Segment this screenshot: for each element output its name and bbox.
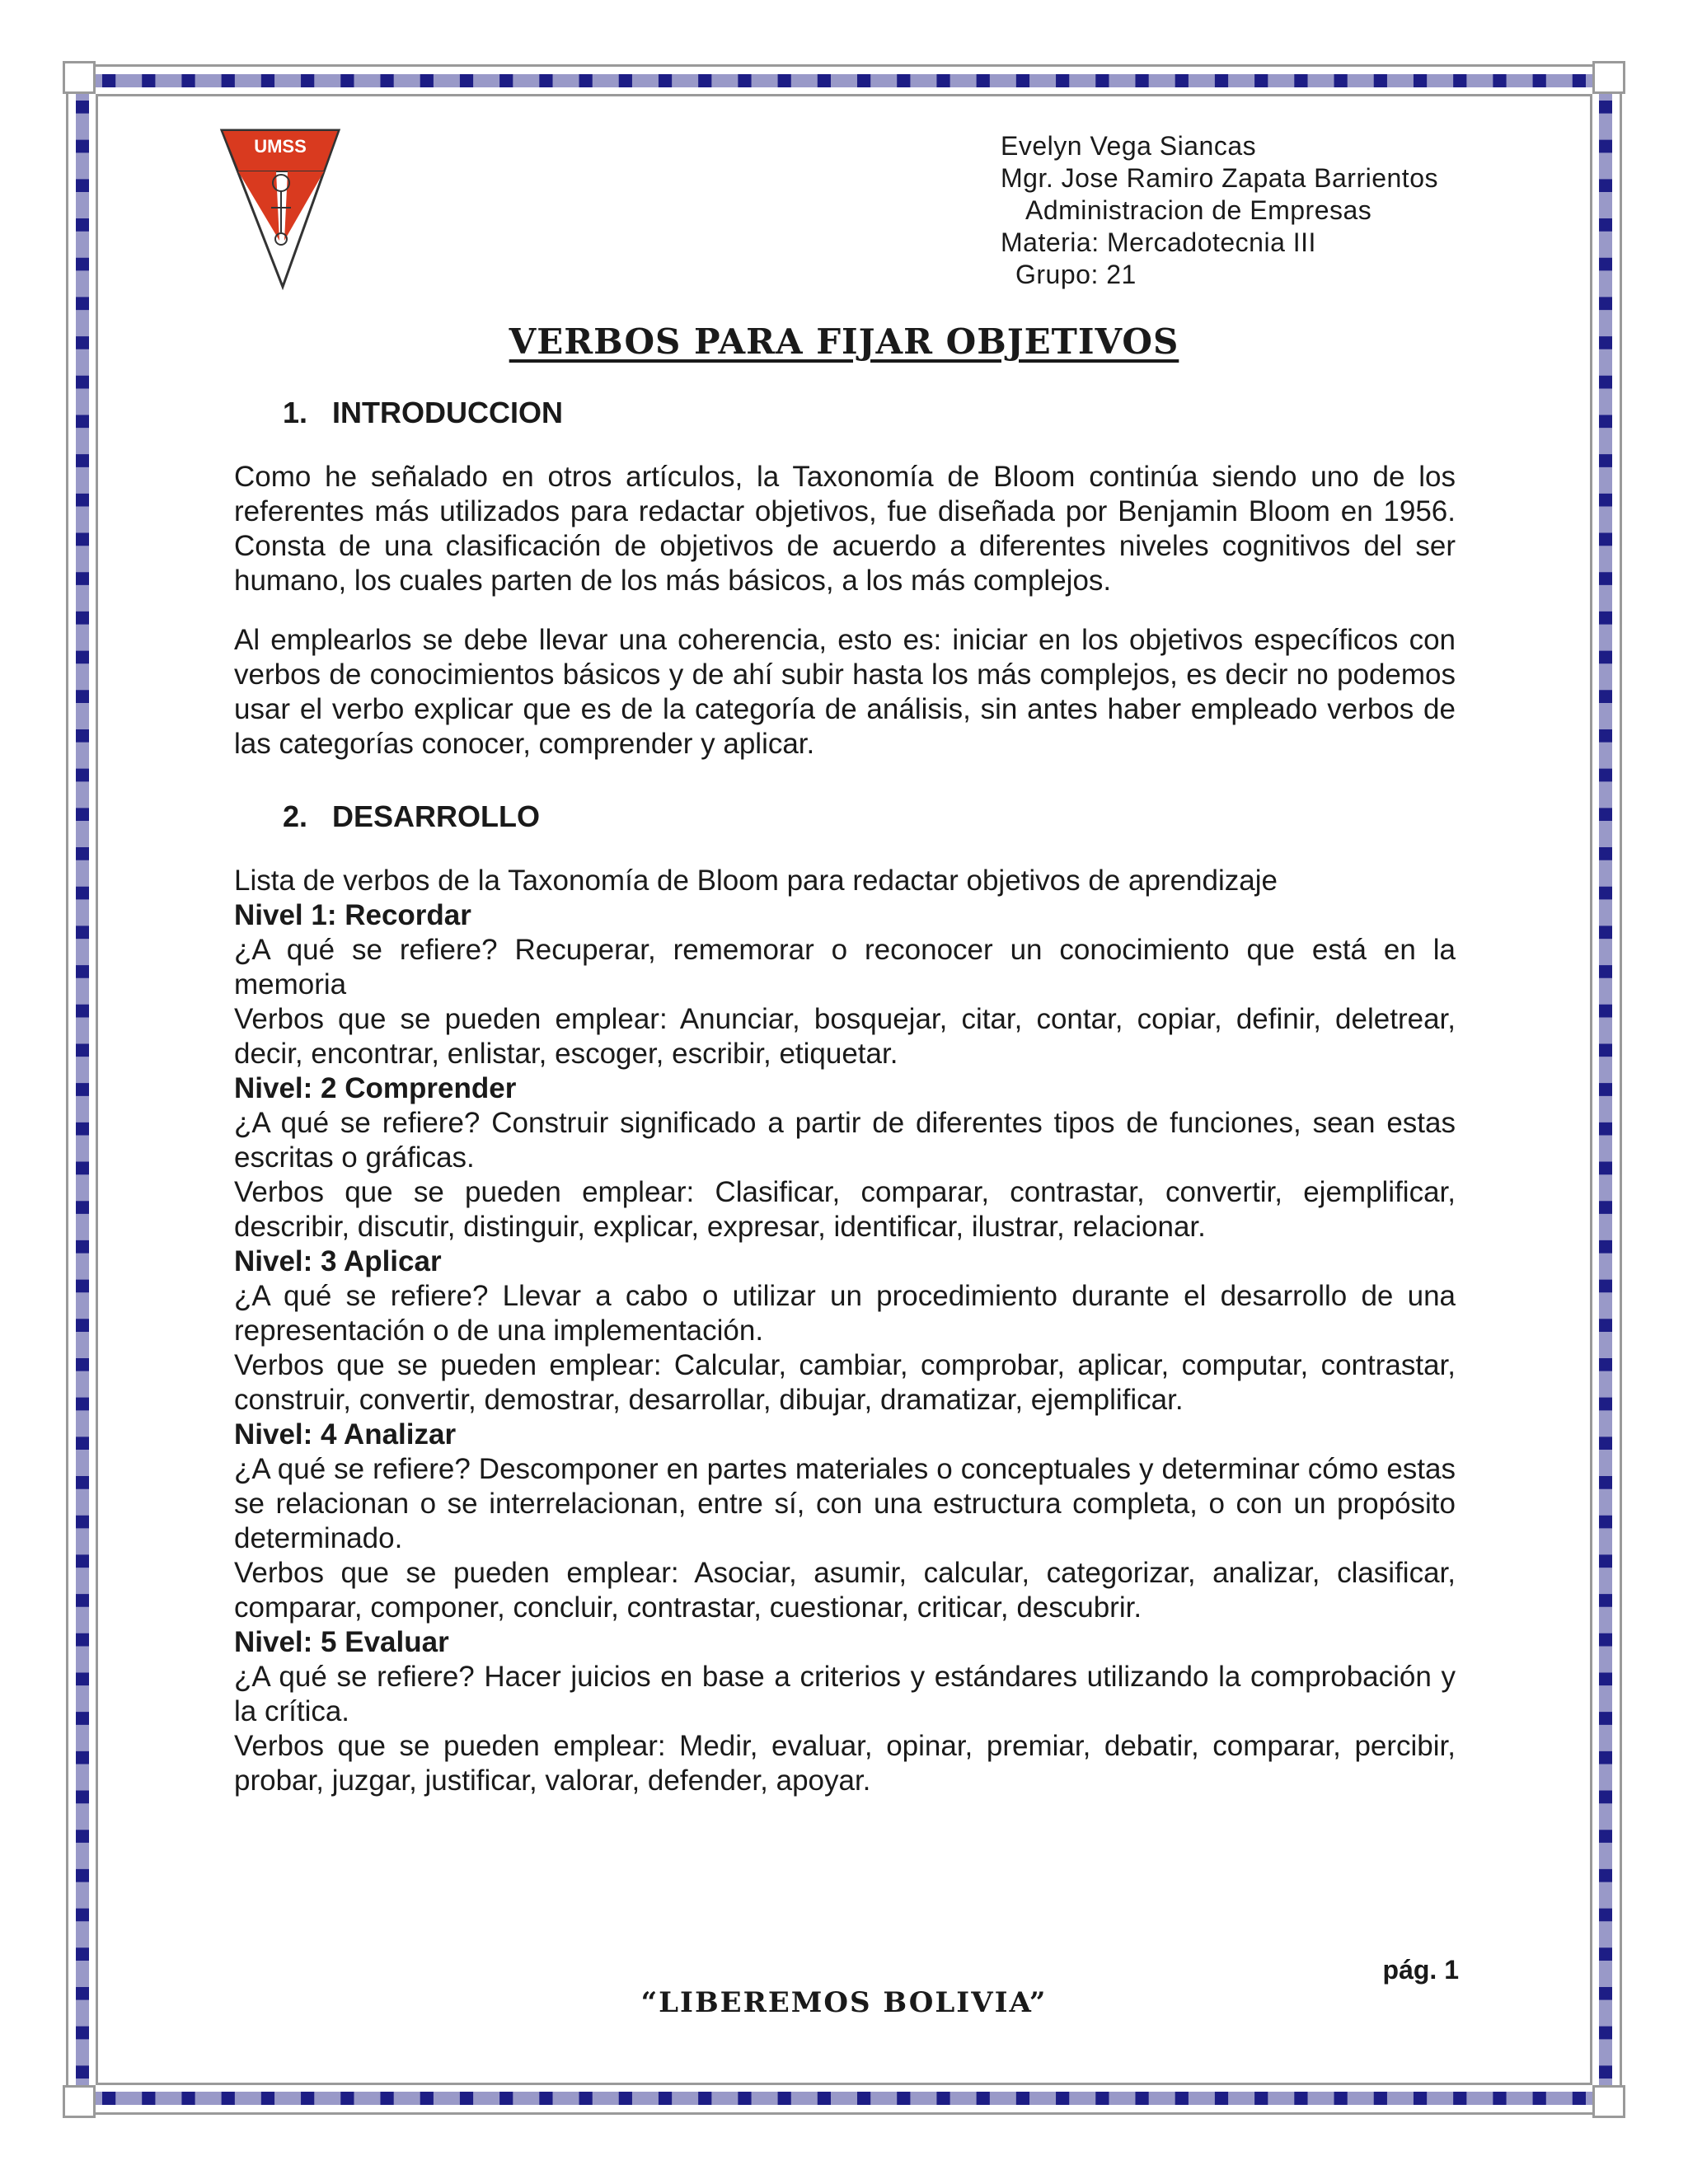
level-question: ¿A qué se refiere? Recuperar, rememorar o reconocer un conocimiento que está en la memoria	[234, 934, 1456, 1001]
career-name: Administracion de Empresas	[1025, 195, 1372, 225]
section-label: DESARROLLO	[332, 799, 540, 833]
level-title: Nivel: 5 Evaluar	[234, 1626, 449, 1658]
level-verbs: Verbos que se pueden emplear: Medir, evaluar, opinar, premiar, debatir, comparar, percibir, probar, juzgar, justificar, valorar, defender, apoyar.	[234, 1730, 1456, 1797]
group-name: Grupo: 21	[1015, 260, 1137, 289]
intro-paragraph: Como he señalado en otros artículos, la Taxonomía de Bloom continúa siendo uno de los referentes más utilizados para redactar objetivos, fue diseñada por Benjamin Bloom en 1956. Consta de una clasificación de objetivos de acuerdo a diferentes niveles cognitivos del ser humano, los cuales parten de los más básicos, a los más complejos.	[234, 461, 1456, 597]
logo-text: UMSS	[254, 136, 307, 157]
development-body	[234, 864, 1456, 1798]
level-verbs: Verbos que se pueden emplear: Clasificar, comparar, contrastar, convertir, ejemplificar, describir, discutir, distinguir, explicar, expresar, identificar, ilustrar, relacionar.	[234, 1176, 1456, 1243]
section-number: 2.	[283, 799, 308, 833]
section-number: 1.	[283, 396, 308, 429]
border-corner	[1592, 61, 1625, 94]
level-question: ¿A qué se refiere? Llevar a cabo o utilizar un procedimiento durante el desarrollo de una representación o de una implementación.	[234, 1280, 1456, 1347]
intro-body	[234, 460, 1456, 762]
page-number: pág. 1	[1382, 1955, 1459, 1985]
section-label: INTRODUCCION	[332, 396, 563, 429]
umss-logo	[218, 125, 342, 290]
section-heading-intro	[283, 396, 563, 430]
level-question: ¿A qué se refiere? Descomponer en partes materiales o conceptuales y determinar cómo estas se relacionan o se interrelacionan, entre sí, con una estructura completa, o con un propósito determinado.	[234, 1453, 1456, 1554]
development-lead: Lista de verbos de la Taxonomía de Bloom para redactar objetivos de aprendizaje	[234, 865, 1278, 897]
level-verbs: Verbos que se pueden emplear: Asociar, asumir, calcular, categorizar, analizar, clasificar, comparar, componer, concluir, contrastar, cuestionar, criticar, descubrir.	[234, 1557, 1456, 1624]
level-verbs: Verbos que se pueden emplear: Anunciar, bosquejar, citar, contar, copiar, definir, deletrear, decir, encontrar, enlistar, escoger, escribir, etiquetar.	[234, 1003, 1456, 1070]
author-name: Evelyn Vega Siancas	[1001, 131, 1257, 161]
border-corner	[63, 61, 96, 94]
level-title: Nivel: 2 Comprender	[234, 1072, 517, 1104]
level-title: Nivel: 4 Analizar	[234, 1418, 457, 1451]
level-question: ¿A qué se refiere? Construir significado a partir de diferentes tipos de funciones, sean estas escritas o gráficas.	[234, 1107, 1456, 1174]
document-title: VERBOS PARA FIJAR OBJETIVOS	[509, 321, 1179, 362]
level-verbs: Verbos que se pueden emplear: Calcular, cambiar, comprobar, aplicar, computar, contrastar, construir, convertir, demostrar, desarrollar, dibujar, dramatizar, ejemplificar.	[234, 1349, 1456, 1416]
level-title: Nivel: 3 Aplicar	[234, 1245, 442, 1277]
section-heading-development	[283, 799, 540, 834]
subject-name: Materia: Mercadotecnia III	[1001, 227, 1316, 257]
level-question: ¿A qué se refiere? Hacer juicios en base a criterios y estándares utilizando la comprobación y la crítica.	[234, 1661, 1456, 1727]
teacher-name: Mgr. Jose Ramiro Zapata Barrientos	[1001, 163, 1438, 193]
level-title: Nivel 1: Recordar	[234, 899, 471, 931]
header-info	[1001, 130, 1462, 291]
border-corner	[1592, 2085, 1625, 2118]
intro-paragraph: Al emplearlos se debe llevar una coherencia, esto es: iniciar en los objetivos específicos con verbos de conocimientos básicos y de ahí subir hasta los más complejos, es decir no podemos usar el verbo explicar que es de la categoría de análisis, sin antes haber empleado verbos de las categorías conocer, comprender y aplicar.	[234, 624, 1456, 760]
border-corner	[63, 2085, 96, 2118]
footer-motto: “LIBEREMOS BOLIVIA”	[640, 1986, 1048, 2019]
